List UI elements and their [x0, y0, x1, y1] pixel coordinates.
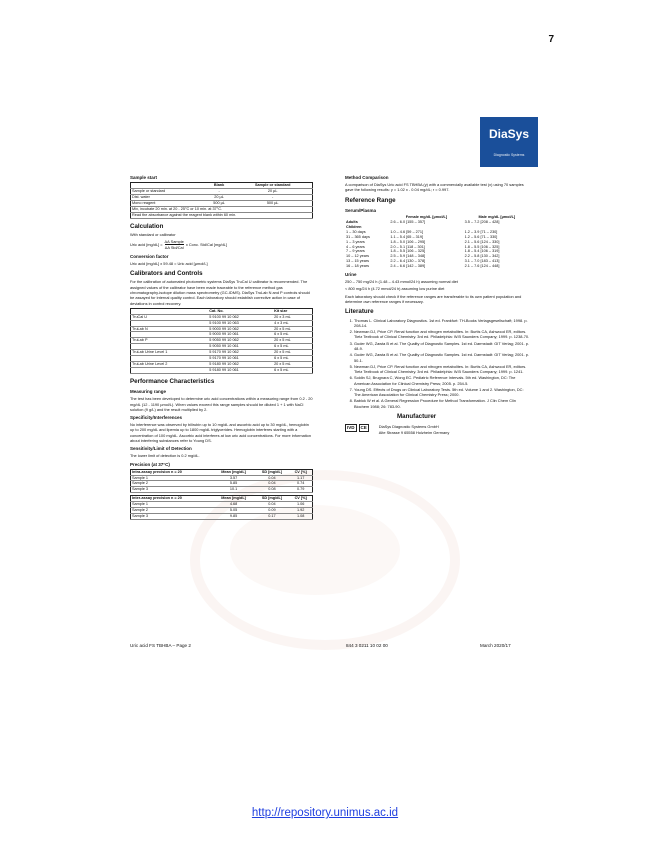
- list-item: 2. Newman DJ, Price CP. Renal function and nitrogen metabolites. In: Burtis CA, Ashwood ER, editors. Tietz Textbook of Clinical Chemistry. 3rd ed. Philadelphia: W.B Saunders Company; 1999. p. 1238-70.: [354, 329, 530, 340]
- table-cell: Children: [346, 224, 362, 229]
- table-header: Mean [mg/dL]: [213, 469, 255, 475]
- table-cell: TruLab P: [131, 338, 209, 344]
- list-item: 5. Newman DJ, Price CP. Renal function and nitrogen metabolites. In: Burtis CA, Ashwood ER, editors. Tietz Textbook of Clinical Chemistry. 3rd ed. Philadelphia: W.B Saunders Company; 1999. p. 1241.: [354, 364, 530, 375]
- table-cell: Sample 1: [131, 475, 213, 481]
- table-cell: 2.1 – 5.6 [124 – 330]: [464, 239, 500, 244]
- table-cell: 20 µL: [233, 188, 312, 194]
- formula-label: Uric acid [mg/dL] =: [130, 242, 163, 248]
- table-row: [131, 350, 313, 356]
- footer-left: Uric acid FS TBHBA – Page 2: [130, 643, 191, 648]
- table-cell: 1.08: [289, 514, 312, 520]
- table-cell: -: [233, 194, 312, 200]
- table-cell: 0.09: [255, 508, 290, 514]
- table-cell: -: [205, 188, 234, 194]
- conversion-text: Uric acid [mg/dL] x 59.48 = Uric acid [µmol/L]: [130, 260, 208, 266]
- table-cell: 1.8 – 5.4 [106 – 319]: [464, 249, 500, 254]
- table-header: Female mg/dL [µmol/L]: [405, 215, 448, 220]
- table-cell: 1.8 – 5.5 [106 – 325]: [464, 244, 500, 249]
- calculation-formula: [130, 239, 313, 251]
- table-cell: 4 x 3 mL: [273, 320, 312, 326]
- table-cell: 500 µL: [205, 200, 234, 206]
- table-cell: 6 x 5 mL: [273, 332, 312, 338]
- reference-range-subtitle: Serum/Plasma: [345, 207, 377, 213]
- table-header: Inter-assay precision n = 20: [131, 496, 213, 502]
- table-cell: 0.08: [255, 487, 290, 493]
- table-cell: 4.68: [213, 502, 255, 508]
- conversion-title: Conversion factor: [130, 253, 169, 259]
- table-cell: 1.2 – 3.9 [71 – 230]: [464, 229, 498, 234]
- table-cell: Sample 2: [131, 481, 213, 487]
- table-cell: 0.17: [255, 514, 290, 520]
- list-item: 8. Bablok W et al. A General Regression Procedure for Method Transformation. J Clin Chem Clin Biochem 1988; 26: 783-90.: [354, 398, 530, 409]
- specificity-title: Specificity/Interferences: [130, 415, 183, 421]
- calculation-title: Calculation: [130, 222, 164, 230]
- table-cell: [131, 367, 209, 373]
- performance-title: Performance Characteristics: [130, 377, 215, 385]
- table-cell: TruLab N: [131, 326, 209, 332]
- list-item: 4. Guder WG, Zawta B et al. The Quality of Diagnostic Samples. 1st ed. Darmstadt: GIT Verlag; 2001. p. 50-1.: [354, 352, 530, 363]
- table-cell: 2.2 – 6.4 [130 – 378]: [390, 259, 426, 264]
- table-header: Intra-assay precision n = 20: [131, 469, 213, 475]
- table-cell: 0.04: [255, 475, 290, 481]
- table-cell: 20 x 5 mL: [273, 338, 312, 344]
- table-cell: 1 – 30 days: [346, 229, 366, 234]
- measuring-text: The test has been developed to determine uric acid concentrations within a measuring range from 0.2 - 20 mg/dL (12 - 1190 µmol/L). When values exceed this range samples should be diluted 1 + 1 with NaCl solution (9 g/L) and the result multiplied by 2.: [130, 396, 313, 412]
- table-cell: Sample 3: [131, 487, 213, 493]
- table-cell: 10.1: [213, 487, 255, 493]
- table-row: [131, 487, 313, 493]
- list-item: 6. Soldin SJ, Brugnara C, Wong EC. Pediatric Reference Intervals. 5th ed. Washington, DC: The American Association for Clinical Chemistry Press; 2005. p. 254-5.: [354, 375, 530, 386]
- brand-logo: [480, 117, 538, 167]
- table-cell: Sample 1: [131, 502, 213, 508]
- table-row: [345, 264, 530, 269]
- formula-numerator: ΔA Sample: [164, 239, 184, 245]
- table-header: Kit size: [273, 308, 312, 314]
- table-row: [131, 514, 313, 520]
- table-cell: 31 – 365 days: [346, 234, 370, 239]
- table-cell: 5.85: [213, 481, 255, 487]
- table-cell: 1.17: [289, 475, 312, 481]
- list-item: 3. Guder WG, Zawta B et al. The Quality of Diagnostic Samples. 1st ed. Darmstadt: GIT Verlag; 2001. p. 48-9.: [354, 341, 530, 352]
- calibrators-title: Calibrators and Controls: [130, 270, 203, 278]
- table-cell: 20 x 3 mL: [273, 314, 312, 320]
- reference-note: Each laboratory should check if the reference ranges are transferable to its own patient population and determine own reference ranges if necessary.: [345, 293, 522, 305]
- right-column: [345, 172, 530, 435]
- table-cell: Sample or standard: [131, 188, 205, 194]
- footer-right: March 2020/17: [480, 643, 511, 648]
- table-cell: 9.85: [213, 514, 255, 520]
- table-cell: Sample 3: [131, 514, 213, 520]
- manufacturer-street: Alte Strasse 9 65558 Holzheim Germany: [378, 429, 450, 435]
- table-cell: 5 9180 99 10 062: [208, 362, 273, 368]
- table-header: Blank: [205, 183, 234, 189]
- manufacturer-name: DiaSys Diagnostic Systems GmbH: [378, 424, 439, 430]
- left-column: [130, 172, 313, 522]
- table-header: CV [%]: [289, 469, 312, 475]
- sample-start-title: Sample start: [130, 175, 158, 180]
- table-header: CV [%]: [289, 496, 312, 502]
- table-cell: 10 – 12 years: [346, 254, 370, 259]
- table-cell: Sample 2: [131, 508, 213, 514]
- literature-title: Literature: [345, 308, 374, 316]
- manufacturer-address: [379, 424, 450, 435]
- table-cell: 2.1 – 7.6 [124 – 448]: [464, 264, 500, 269]
- urine-line-1: 250 – 750 mg/24 h (1.48 – 4.43 mmol/24 h) assuming normal diet: [345, 279, 458, 285]
- table-header: Cat. No.: [208, 308, 273, 314]
- table-cell: 1.1 – 5.4 [65 – 319]: [390, 234, 424, 239]
- list-item: 1. Thomas L. Clinical Laboratory Diagnostics. 1st ed. Frankfurt: TH-Books Verlagsgesellschaft; 1998. p. 208-14.: [354, 318, 530, 329]
- table-cell: Adults: [346, 219, 358, 224]
- ivd-mark: IVD: [345, 424, 357, 432]
- table-cell: 3.5 – 7.2 [208 – 428]: [464, 219, 500, 224]
- table-cell: 6 x 5 mL: [273, 367, 312, 373]
- table-cell: 20 x 5 mL: [273, 326, 312, 332]
- inter-assay-table: [130, 495, 313, 520]
- table-cell: 0.74: [289, 481, 312, 487]
- table-cell: 1.06: [289, 502, 312, 508]
- repository-link[interactable]: http://repository.unimus.ac.id: [251, 807, 399, 819]
- table-cell: 20 µL: [205, 194, 234, 200]
- table-cell: 6 x 5 mL: [273, 344, 312, 350]
- reference-range-table: [345, 215, 530, 269]
- table-cell: 5.05: [213, 508, 255, 514]
- table-cell: 5 9050 99 10 061: [208, 344, 273, 350]
- table-row: [131, 362, 313, 368]
- manufacturer-block: [345, 424, 530, 435]
- table-cell: 7 – 9 years: [346, 249, 365, 254]
- table-cell: 0.04: [255, 502, 290, 508]
- table-cell: 500 µL: [233, 200, 312, 206]
- table-cell: 0.79: [289, 487, 312, 493]
- table-header: Mean [mg/dL]: [213, 496, 255, 502]
- table-cell: 5 9170 99 10 061: [208, 356, 273, 362]
- table-cell: 20 x 5 mL: [273, 350, 312, 356]
- table-cell: 5 9100 99 10 063: [208, 320, 273, 326]
- table-cell: 5 9000 99 10 062: [208, 326, 273, 332]
- table-row: [131, 367, 313, 373]
- page-number: 7: [548, 34, 554, 45]
- manufacturer-title: Manufacturer: [397, 412, 437, 420]
- table-header: SD [mg/dL]: [255, 496, 290, 502]
- table-note: Mix, incubate 20 min. at 20 - 25°C or 10 min. at 37°C.: [131, 206, 313, 212]
- table-cell: TruLab Urine Level 2: [131, 362, 209, 368]
- table-cell: 3.57: [213, 475, 255, 481]
- table-note: Read the absorbance against the reagent blank within 60 min.: [131, 212, 313, 218]
- sensitivity-title: Sensitivity/Limit of Detection: [130, 446, 192, 452]
- table-cell: TruLab Urine Level 1: [131, 350, 209, 356]
- logo-name: DiaSys: [488, 127, 530, 141]
- table-cell: 1.92: [289, 508, 312, 514]
- table-cell: 5 9170 99 10 062: [208, 350, 273, 356]
- table-header: Male mg/dL [µmol/L]: [478, 215, 516, 220]
- table-cell: 1.0 – 4.6 [59 – 271]: [390, 229, 424, 234]
- footer-center: 844 3 0211 10 02 00: [346, 643, 388, 648]
- reference-range-title: Reference Range: [345, 196, 396, 204]
- table-cell: 5 9100 99 10 062: [208, 314, 273, 320]
- table-cell: 5 9050 99 10 062: [208, 338, 273, 344]
- table-cell: 5 9000 99 10 061: [208, 332, 273, 338]
- table-cell: 4 – 6 years: [346, 244, 365, 249]
- table-cell: 2.5 – 5.9 [148 – 348]: [390, 254, 426, 259]
- table-cell: 13 – 15 years: [346, 259, 370, 264]
- method-comparison-title: Method Comparison: [345, 175, 389, 180]
- logo-tagline: Diagnostic Systems: [493, 153, 525, 157]
- table-cell: Mono reagent: [131, 200, 205, 206]
- table-cell: 2.2 – 5.8 [130 – 342]: [464, 254, 500, 259]
- table-cell: 6 x 5 mL: [273, 356, 312, 362]
- table-cell: 20 x 5 mL: [273, 362, 312, 368]
- formula-denominator: ΔA Std/Cal: [164, 245, 184, 251]
- urine-line-2: < 800 mg/24 h (4.72 mmol/24 h) assuming low purine diet: [345, 286, 445, 292]
- table-cell: TruCal U: [131, 314, 209, 320]
- ce-mark: CE: [359, 424, 369, 432]
- table-cell: 1.8 – 5.5 [106 – 325]: [390, 249, 426, 254]
- list-item: 7. Young DS. Effects of Drugs on Clinical Laboratory Tests. 5th ed. Volume 1 and 2. Washington, DC: The American Association for Clinical Chemistry Press; 2000.: [354, 387, 530, 398]
- sensitivity-text: The lower limit of detection is 0.2 mg/dL.: [130, 453, 200, 459]
- table-cell: Dist. water: [131, 194, 205, 200]
- intra-assay-table: [130, 469, 313, 494]
- table-cell: 1 – 3 years: [346, 239, 365, 244]
- measuring-title: Measuring range: [130, 389, 167, 395]
- urine-title: Urine: [345, 272, 357, 278]
- precision-title: Precision (at 37°C): [130, 461, 170, 467]
- sample-start-table: [130, 182, 313, 219]
- specificity-text: No interference was observed by bilirubin up to 10 mg/dL and ascorbic acid up to 30 mg/dL, hemoglobin up to 200 mg/dL and lipemia up to 1800 mg/dL triglycerides. Hemoglobin interferes starting with a concentration of 100 mg/dL. Ascorbic acid interferes at low uric acid concentrations. For more information about interfering substances refer to Young DS.: [130, 422, 312, 443]
- calculation-intro: With standard or calibrator: [130, 231, 176, 237]
- calibrators-table: [130, 308, 313, 374]
- table-header: Sample or standard: [233, 183, 312, 189]
- table-cell: 1.8 – 5.0 [106 – 295]: [390, 239, 426, 244]
- table-cell: 2.0 – 5.1 [118 – 301]: [390, 244, 425, 249]
- calibrators-text: For the calibration of automated photometric systems DiaSys TruCal U calibrator is recommended. The assigned values of the calibrator have been made traceable to the reference method gas chromatography-isotope dilution mass spectrometry (GC-IDMS). DiaSys TruLab N and P controls should be assayed for internal quality control. Each laboratory should establish corrective action in case of deviations in control recovery.: [130, 279, 310, 306]
- table-cell: 3.1 – 7.0 [183 – 413]: [464, 259, 500, 264]
- table-cell: 0.04: [255, 481, 290, 487]
- table-row: [131, 212, 313, 218]
- table-cell: 16 – 18 years: [346, 264, 370, 269]
- table-cell: 2.6 – 6.0 [155 – 357]: [390, 219, 426, 224]
- table-cell: 2.4 – 6.6 [142 – 389]: [390, 264, 426, 269]
- table-cell: 1.2 – 5.6 [71 – 330]: [464, 234, 498, 239]
- table-header: SD [mg/dL]: [255, 469, 290, 475]
- formula-tail: x Conc. Std/Cal [mg/dL]: [185, 242, 227, 248]
- table-cell: 5 9180 99 10 061: [208, 367, 273, 373]
- method-comparison-text: A comparison of DiaSys Uric acid FS TBHBA (y) with a commercially available test (x) using 70 samples gave the following results: y = 1.02 x - 0.04 mg/dL; r = 0.997.: [345, 182, 524, 193]
- literature-list: [345, 318, 530, 409]
